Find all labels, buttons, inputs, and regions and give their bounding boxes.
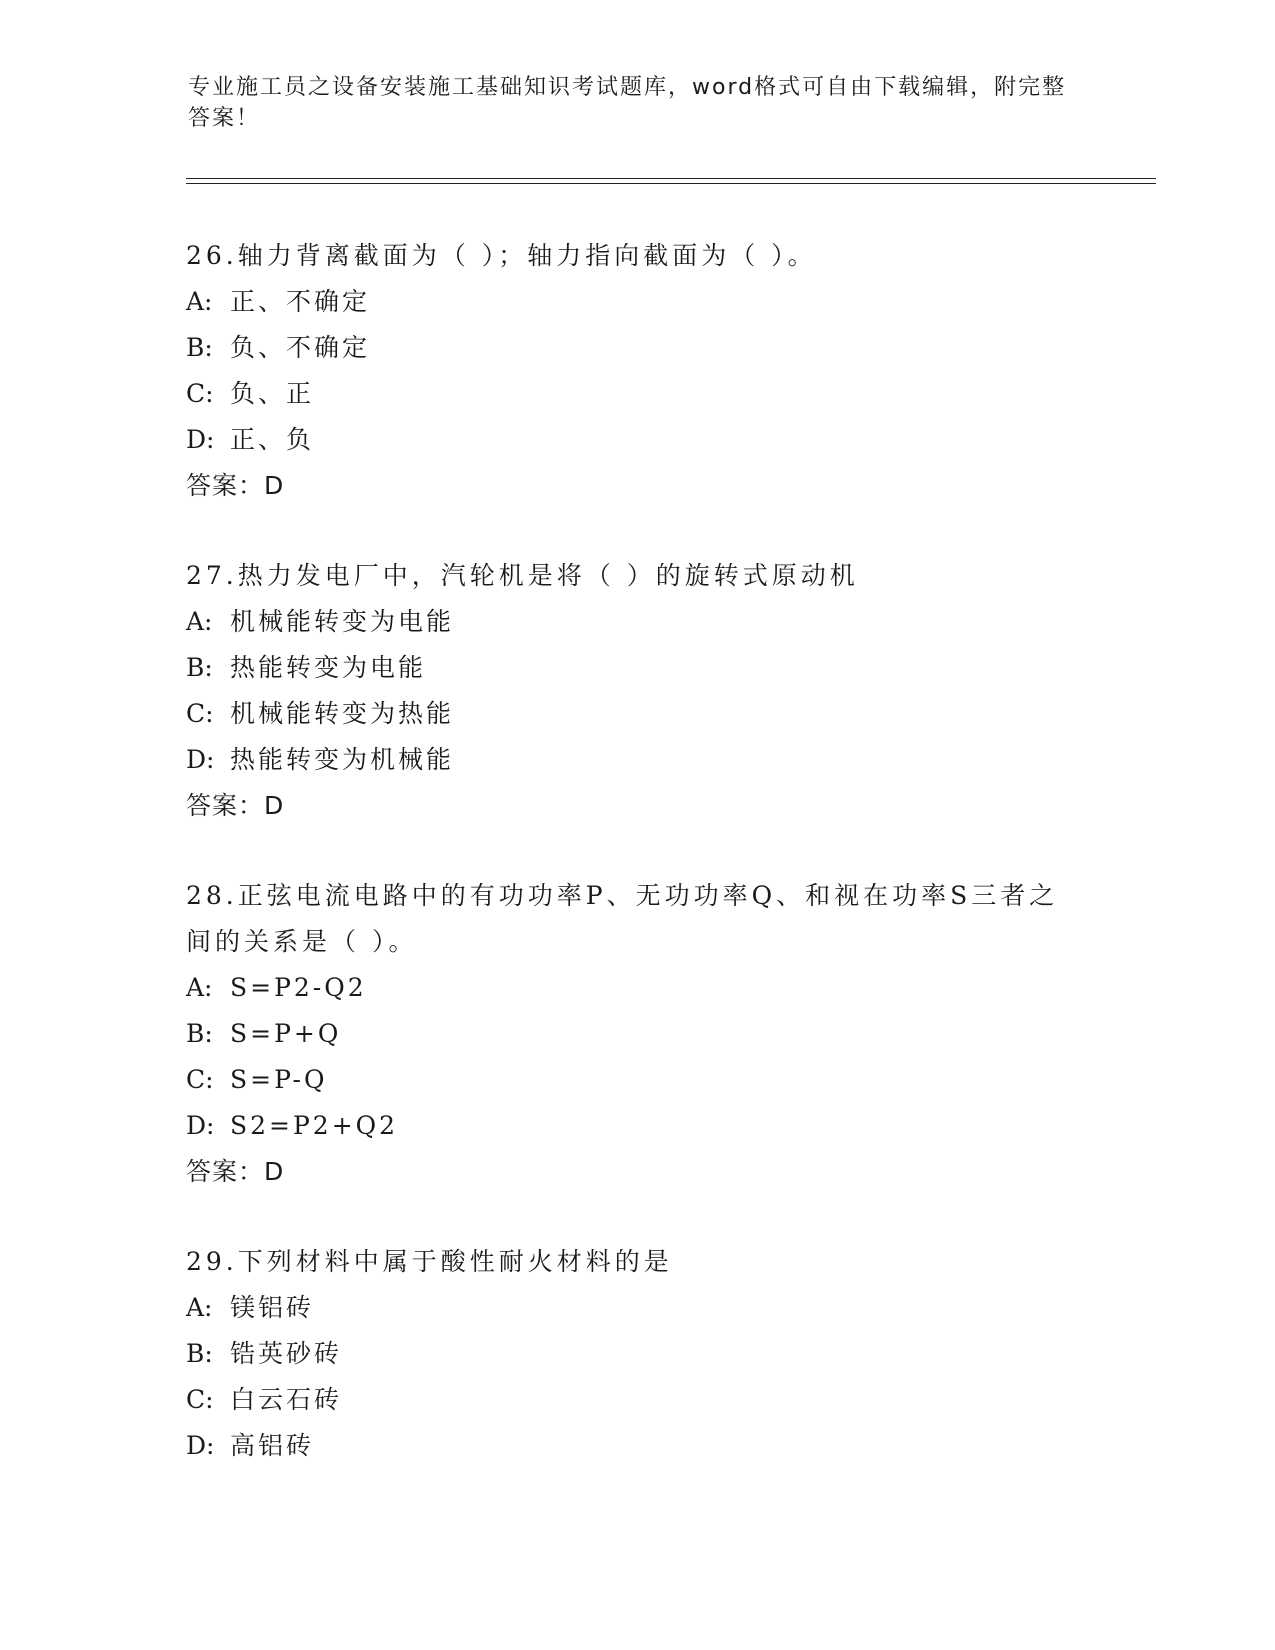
header-divider-line	[186, 178, 1156, 179]
question-stem: 27.热力发电厂中，汽轮机是将（ ）的旋转式原动机	[186, 561, 859, 590]
option-d	[186, 417, 1066, 463]
question-28	[186, 873, 1066, 1195]
option-letter: D:	[186, 1111, 215, 1140]
option-letter: A:	[186, 1293, 213, 1322]
option-letter: D:	[186, 1431, 215, 1460]
option-b	[186, 1331, 1066, 1377]
option-text: S2=P2+Q2	[230, 1111, 399, 1140]
option-a	[186, 279, 1066, 325]
option-text: 负、正	[230, 379, 315, 408]
answer-line: 答案：D	[186, 471, 285, 500]
answer-line: 答案：D	[186, 1157, 285, 1186]
option-letter: D:	[186, 745, 215, 774]
question-stem: 28.正弦电流电路中的有功功率P、无功功率Q、和视在功率S三者之间的关系是（ ）。	[186, 881, 1059, 956]
option-letter: D:	[186, 425, 215, 454]
option-c	[186, 1377, 1066, 1423]
option-text: 机械能转变为电能	[230, 607, 455, 636]
option-letter: A:	[186, 973, 213, 1002]
option-letter: B:	[186, 653, 213, 682]
option-letter: A:	[186, 607, 213, 636]
option-text: S=P-Q	[230, 1065, 328, 1094]
option-d	[186, 1103, 1066, 1149]
option-d	[186, 1423, 1066, 1469]
option-letter: C:	[186, 1385, 214, 1414]
option-text: 热能转变为机械能	[230, 745, 455, 774]
option-text: 锆英砂砖	[230, 1339, 343, 1368]
option-c	[186, 371, 1066, 417]
option-text: S=P2-Q2	[230, 973, 367, 1002]
option-list	[186, 279, 1066, 463]
option-text: 正、负	[230, 425, 315, 454]
option-b	[186, 645, 1066, 691]
option-list	[186, 965, 1066, 1149]
option-d	[186, 737, 1066, 783]
option-b	[186, 1011, 1066, 1057]
option-text: 白云石砖	[230, 1385, 343, 1414]
option-letter: A:	[186, 287, 213, 316]
option-list	[186, 1285, 1066, 1469]
option-text: 机械能转变为热能	[230, 699, 455, 728]
option-text: 镁铝砖	[230, 1293, 315, 1322]
option-list	[186, 599, 1066, 783]
question-27	[186, 553, 1066, 829]
question-stem: 26.轴力背离截面为（ ）；轴力指向截面为（ ）。	[186, 241, 817, 270]
option-a	[186, 965, 1066, 1011]
option-letter: B:	[186, 1019, 213, 1048]
option-a	[186, 1285, 1066, 1331]
option-text: S=P+Q	[230, 1019, 342, 1048]
option-text: 负、不确定	[230, 333, 371, 362]
header-divider-line	[186, 183, 1156, 184]
document-header: 专业施工员之设备安装施工基础知识考试题库，word格式可自由下载编辑，附完整答案！	[188, 75, 1067, 131]
option-text: 正、不确定	[230, 287, 371, 316]
option-c	[186, 1057, 1066, 1103]
answer-line: 答案：D	[186, 791, 285, 820]
option-a	[186, 599, 1066, 645]
question-26	[186, 233, 1066, 509]
option-b	[186, 325, 1066, 371]
option-letter: B:	[186, 333, 213, 362]
option-letter: C:	[186, 1065, 214, 1094]
option-letter: B:	[186, 1339, 213, 1368]
option-text: 热能转变为电能	[230, 653, 427, 682]
option-text: 高铝砖	[230, 1431, 315, 1460]
question-29	[186, 1239, 1066, 1469]
option-letter: C:	[186, 699, 214, 728]
option-c	[186, 691, 1066, 737]
option-letter: C:	[186, 379, 214, 408]
question-stem: 29.下列材料中属于酸性耐火材料的是	[186, 1247, 673, 1276]
